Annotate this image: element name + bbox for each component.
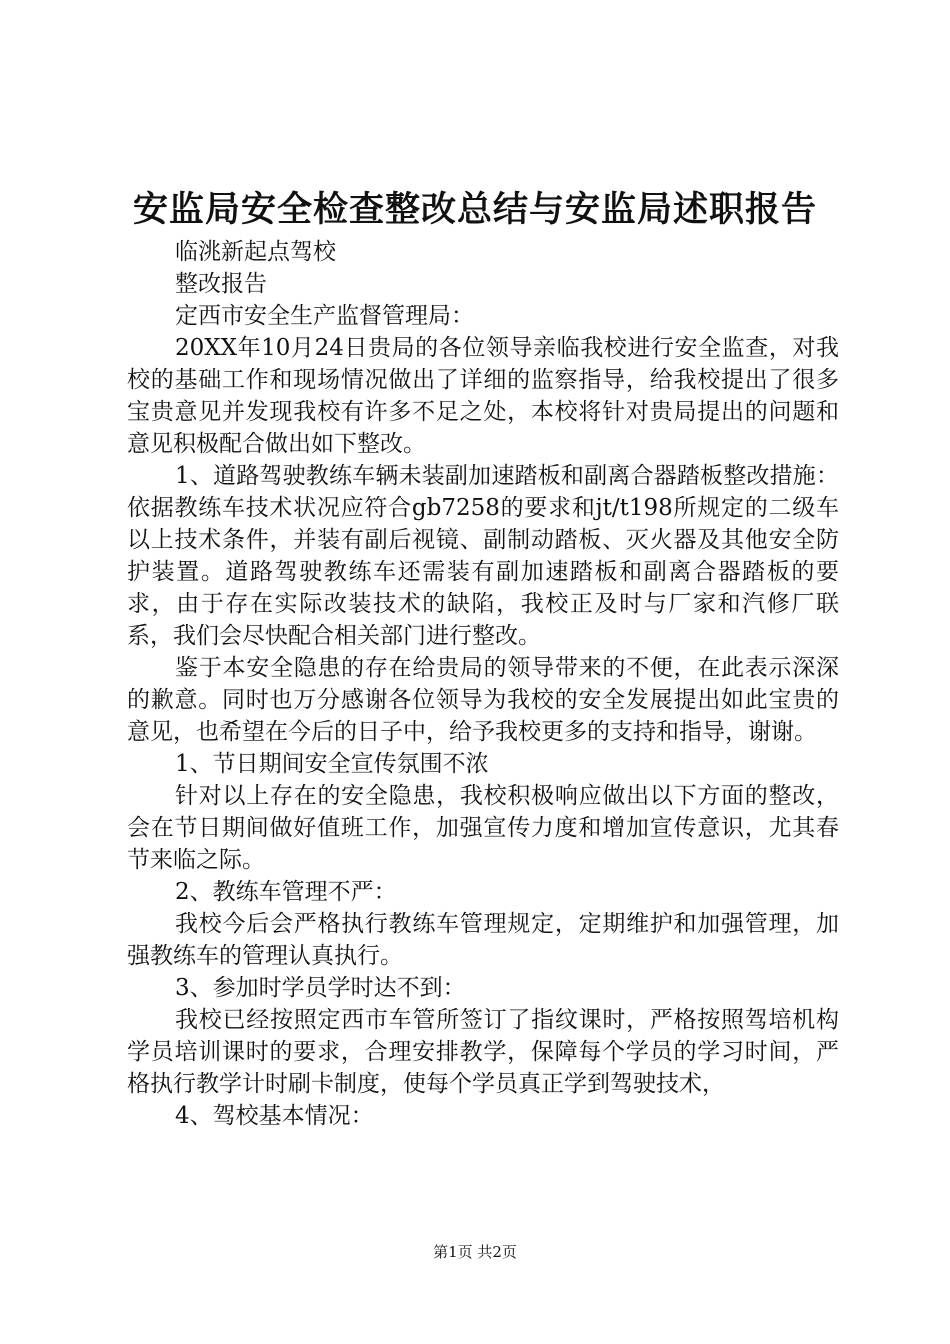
paragraph-apology: 鉴于本安全隐患的存在给贵局的领导带来的不便，在此表示深深的歉意。同时也万分感谢各位领导为我校的安全发展提出如此宝贵的意见，也希望在今后的日子中，给予我校更多的支持和指导，谢谢。 [127,655,839,745]
paragraph-issue-2-heading: 2、教练车管理不严： [175,879,397,905]
page-number-footer: 第1页 共2页 [433,1243,517,1261]
paragraph-issue-1-body: 针对以上存在的安全隐患，我校积极响应做出以下方面的整改，会在节日期间做好值班工作，加强宣传力度和增加宣传意识，尤其春节来临之际。 [127,783,839,873]
document-title: 安监局安全检查整改总结与安监局述职报告 [132,189,817,230]
paragraph-issue-3-heading: 3、参加时学员学时达不到： [175,975,466,1001]
paragraph-issue-4-heading: 4、驾校基本情况： [175,1103,374,1129]
paragraph-issue-3-body: 我校已经按照定西市车管所签订了指纹课时，严格按照驾培机构学员培训课时的要求，合理安排教学，保障每个学员的学习时间，严格执行教学计时刷卡制度，使每个学员真正学到驾驶技术， [127,1007,839,1097]
paragraph-issue-1-heading: 1、节日期间安全宣传氛围不浓 [175,751,489,777]
paragraph-issue-2-body: 我校今后会严格执行教练车管理规定，定期维护和加强管理，加强教练车的管理认真执行。 [127,911,839,969]
paragraph-item-1-pedals: 1、道路驾驶教练车辆未装副加速踏板和副离合器踏板整改措施：依据教练车技术状况应符合gb7258的要求和jt/t198所规定的二级车以上技术条件，并装有副后视镜、副制动踏板、灭火器及其他安全防护装置。道路驾驶教练车还需装有副加速踏板和副离合器踏板的要求，由于存在实际改装技术的缺陷，我校正及时与厂家和汽修厂联系，我们会尽快配合相关部门进行整改。 [127,463,839,649]
paragraph-intro: 20XX年10月24日贵局的各位领导亲临我校进行安全监查，对我校的基础工作和现场情况做出了详细的监察指导，给我校提出了很多宝贵意见并发现我校有许多不足之处，本校将针对贵局提出的问题和意见积极配合做出如下整改。 [127,335,839,457]
paragraph-addressee: 定西市安全生产监督管理局： [175,303,474,329]
paragraph-report-heading: 整改报告 [175,271,267,297]
document-body [127,236,839,1132]
paragraph-school-name: 临洮新起点驾校 [175,239,336,265]
